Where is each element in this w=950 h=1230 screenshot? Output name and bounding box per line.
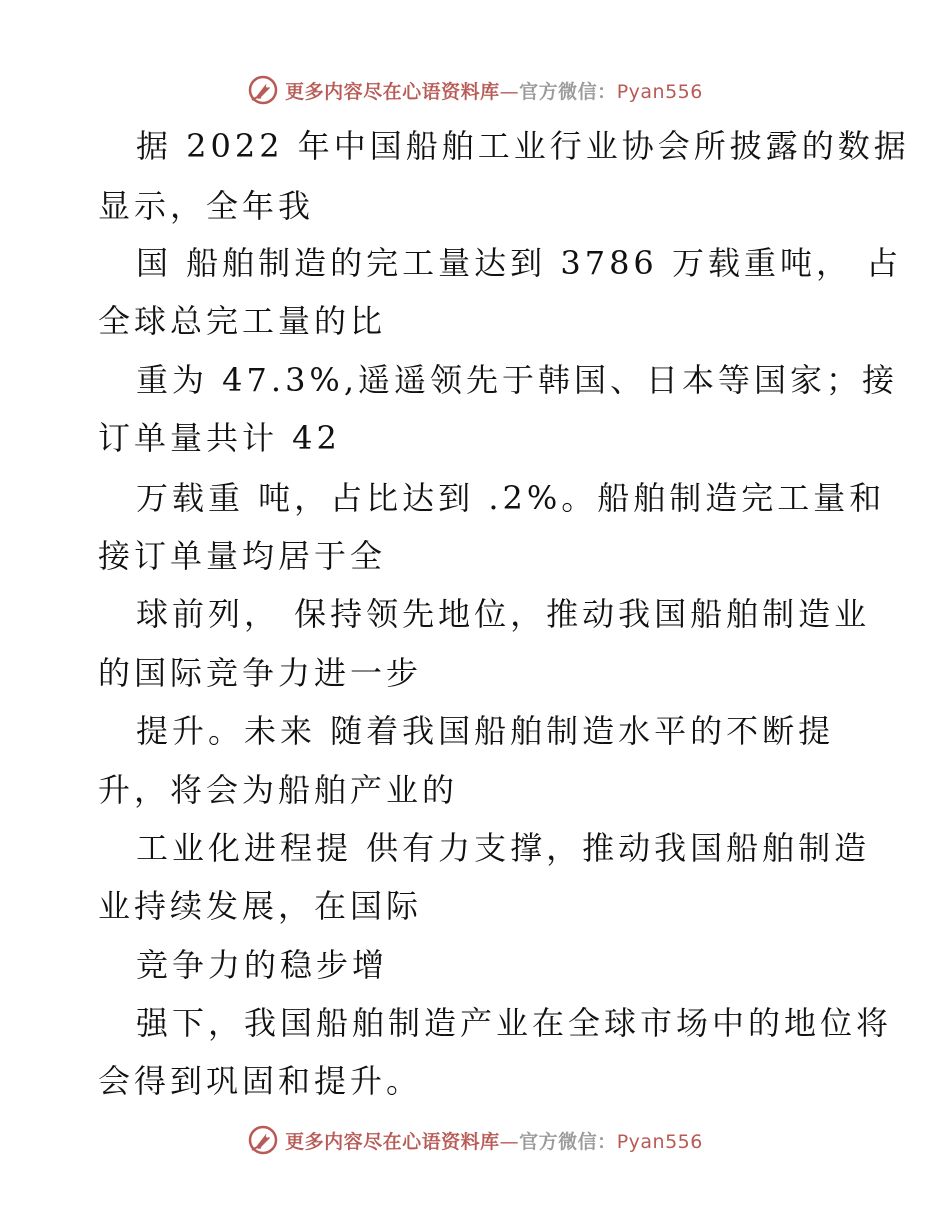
paragraph-line: 升，将会为船舶产业的 bbox=[98, 771, 459, 809]
paragraph-line: 的国际竞争力进一步 bbox=[98, 654, 423, 692]
paragraph-line: 重为 47.3%,遥遥领先于韩国、日本等国家；接 bbox=[136, 361, 899, 399]
paragraph-line: 万载重 吨，占比达到 .2%。船舶制造完工量和 bbox=[136, 479, 886, 517]
watermark-row bbox=[247, 1124, 703, 1156]
paragraph-line: 会得到巩固和提升。 bbox=[98, 1062, 423, 1100]
paragraph-line: 竞争力的稳步增 bbox=[136, 946, 389, 984]
footer-watermark bbox=[0, 1122, 950, 1158]
watermark-dash: — bbox=[499, 80, 520, 103]
watermark-text bbox=[285, 1127, 703, 1154]
paragraph-line: 国 船舶制造的完工量达到 3786 万载重吨， 占 bbox=[136, 244, 903, 282]
watermark-brand: 更多内容尽在心语资料库 bbox=[285, 1130, 500, 1153]
paragraph-line: 工业化进程提 供有力支撑，推动我国船舶制造 bbox=[136, 829, 871, 867]
paragraph-line: 接订单量均居于全 bbox=[98, 537, 387, 575]
paragraph-line: 提升。未来 随着我国船舶制造水平的不断提 bbox=[136, 712, 835, 750]
watermark-wechat-id: Pyan556 bbox=[616, 1130, 703, 1153]
paragraph-line: 订单量共计 42 bbox=[98, 419, 341, 457]
paragraph-line: 显示，全年我 bbox=[98, 187, 315, 225]
paragraph-line: 强下，我国船舶制造产业在全球市场中的地位将 bbox=[136, 1004, 893, 1042]
watermark-dash: — bbox=[499, 1130, 520, 1153]
watermark-wechat-id: Pyan556 bbox=[616, 80, 703, 103]
paragraph-line: 业持续发展，在国际 bbox=[98, 887, 423, 925]
watermark-official-label: 官方微信： bbox=[519, 80, 617, 103]
watermark-official-label: 官方微信： bbox=[519, 1130, 617, 1153]
paragraph-line: 全球总完工量的比 bbox=[98, 302, 387, 340]
paragraph-line: 据 2022 年中国船舶工业行业协会所披露的数据 bbox=[136, 127, 910, 165]
pen-nib-icon bbox=[247, 1124, 279, 1156]
paragraph-line: 球前列， 保持领先地位，推动我国船舶制造业 bbox=[136, 595, 871, 633]
watermark-brand: 更多内容尽在心语资料库 bbox=[285, 80, 500, 103]
